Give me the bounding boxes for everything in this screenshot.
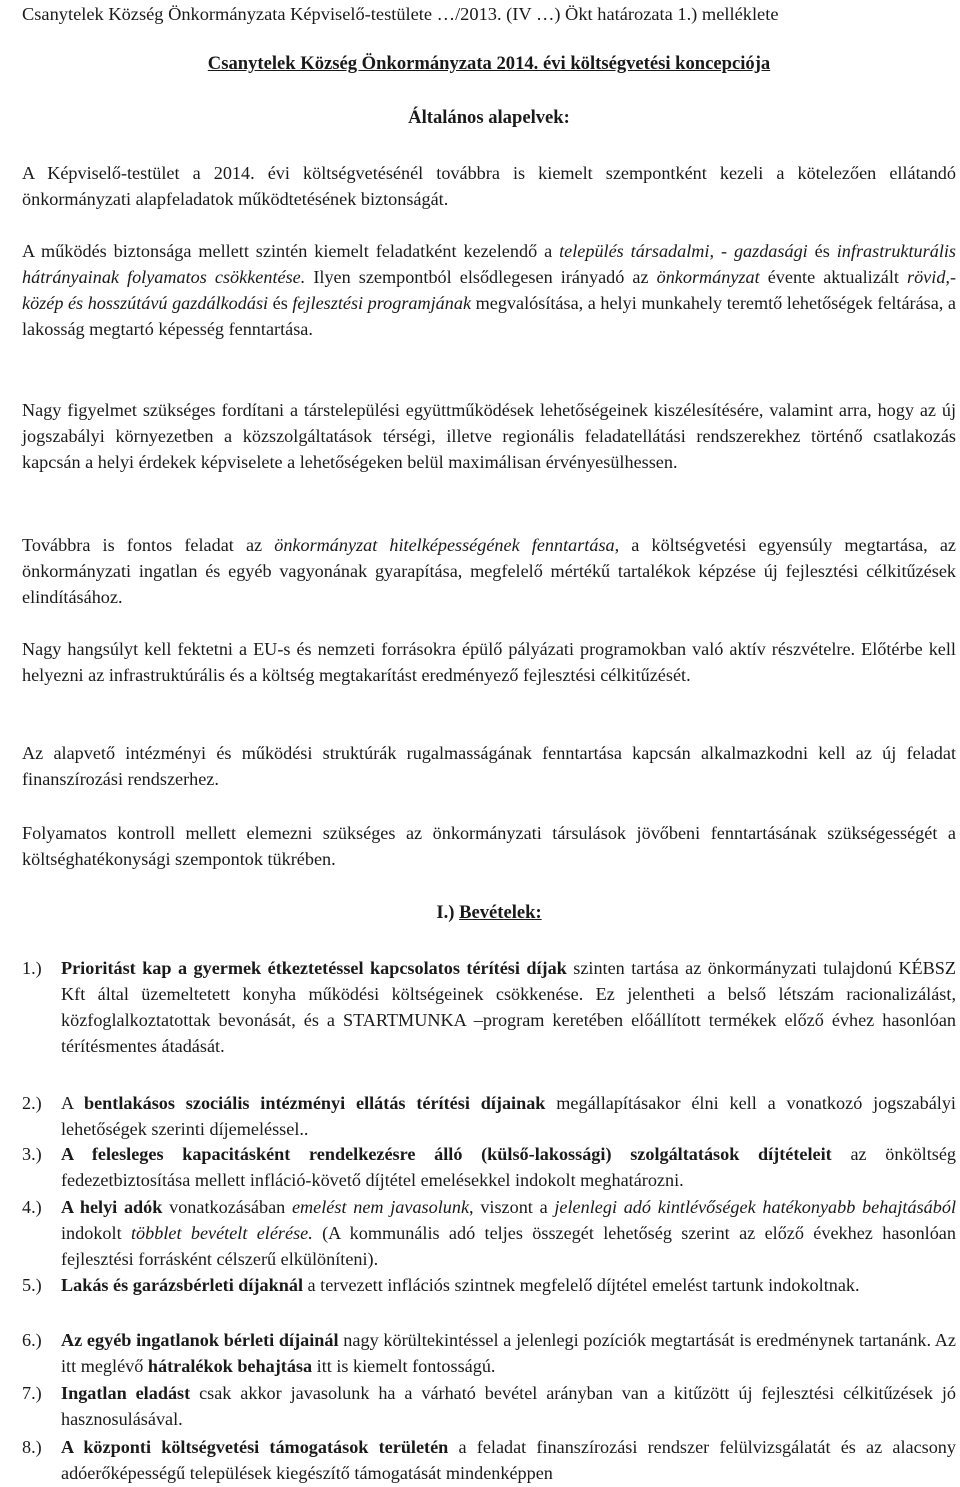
paragraph-4-text [22, 532, 956, 610]
text-run: , viszont a [469, 1197, 555, 1217]
section-label: Bevételek: [459, 902, 542, 923]
paragraph-3-text: Nagy figyelmet szükséges fordítani a társtelepülési együttműködések lehetőségeinek kiszélesítésére, valamint arra, hogy az új jogszabályi környezetben a közszolgáltatások térségi, illetve regionális feladatellátási rendszerekhez történő csatlakozás kapcsán a helyi érdekek képviselete a lehetőségeken belül maximálisan érvényesülhessen. [22, 400, 956, 472]
list-item-text [61, 1194, 956, 1272]
italic-run: önkormányzat hitelképességének fenntartása [274, 535, 615, 555]
list-item-number: 5.) [22, 1275, 42, 1295]
text-run: évente aktualizált [759, 267, 908, 287]
paragraph-1-text: A Képviselő-testület a 2014. évi költségvetésénél továbbra is kiemelt szempontként kezeli a kötelezően ellátandó önkormányzati alapfeladatok működtetésének biztonságát. [22, 163, 956, 209]
list-item-number: 7.) [22, 1383, 42, 1403]
paragraph-2-text [22, 238, 956, 342]
italic-run: jelenlegi adó kintlévőségek hatékonyabb behajtásából [554, 1197, 956, 1217]
text-run: , a költségvetési egyensúly megtartása, az önkormányzati ingatlan és egyéb vagyonának gyarapítása, megfelelő mértékű tartalékok képzése új fejlesztési célkitűzések elindításához. [22, 535, 956, 607]
text-run: A [61, 1093, 84, 1113]
list-item-7 [22, 1380, 956, 1432]
text-run: megállapításakor élni kell a vonatkozó jogszabályi lehetőségek szerinti díjemeléssel.. [61, 1093, 956, 1139]
bold-run: bentlakásos szociális intézményi ellátás térítési díjainak [83, 1093, 546, 1113]
italic-run: többlet bevételt elérése. [130, 1223, 313, 1243]
text-run: az önköltség fedezetbiztosítása mellett infláció-követő díjtétel emelésekkel indokolt meghatározni. [61, 1144, 957, 1190]
section-heading [22, 902, 956, 924]
paragraph-7 [22, 820, 956, 872]
paragraph-5-text: Nagy hangsúlyt kell fektetni a EU-s és nemzeti forrásokra épülő pályázati programokban való aktív részvételre. Előtérbe kell helyezni az infrastruktúrális és a költség megtakarítást eredményező fejlesztési célkitűzését. [22, 639, 956, 685]
italic-run: infrastrukturális hátrányainak folyamatos csökkentése. [22, 241, 956, 287]
list-item-8 [22, 1434, 956, 1486]
list-item-4 [22, 1194, 956, 1272]
list-item-number: 1.) [22, 958, 42, 978]
text-run: A működés biztonsága mellett szintén kiemelt feladatként kezelendő a [22, 241, 560, 261]
paragraph-4 [22, 532, 956, 610]
section-number: I.) [436, 902, 455, 923]
bold-run: A helyi adók [61, 1197, 163, 1217]
list-item-text [61, 1090, 956, 1142]
bold-run: hátralékok behajtása [147, 1356, 313, 1376]
bold-run: A felesleges kapacitásként rendelkezésre álló (külső-lakossági) szolgáltatások díjtételeit [61, 1144, 832, 1164]
list-item-number: 8.) [22, 1437, 42, 1457]
text-run: Ilyen szempontból elsődlegesen irányadó az [305, 267, 657, 287]
list-item-5 [22, 1272, 956, 1298]
paragraph-2 [22, 238, 956, 342]
paragraph-3 [22, 397, 956, 475]
text-run: indokolt [61, 1223, 131, 1243]
italic-run: település társadalmi, - gazdasági [559, 241, 808, 261]
text-run: csak akkor javasolunk ha a várható bevétel arányban van a kitűzött új fejlesztési célkitűzések jó hasznosulásával. [61, 1383, 956, 1429]
list-item-text [61, 1380, 956, 1432]
text-run: megvalósítása, a helyi munkahely teremtő lehetőségek feltárása, a lakosság megtartó képesség fenntartása. [22, 293, 956, 339]
paragraph-5 [22, 636, 956, 688]
text-run: Továbbra is fontos feladat az [22, 535, 275, 555]
text-run: és [807, 241, 837, 261]
list-item-number: 4.) [22, 1197, 42, 1217]
paragraph-6-text: Az alapvető intézményi és működési struktúrák rugalmasságának fenntartása kapcsán alkalmazkodni kell az új feladat finanszírozási rendszerhez. [22, 743, 956, 789]
list-item-number: 3.) [22, 1144, 42, 1164]
text-run: a tervezett inflációs szintnek megfelelő díjtétel emelést tartunk indokoltnak. [303, 1275, 860, 1295]
bold-run: Az egyéb ingatlanok bérleti díjainál [61, 1330, 339, 1350]
list-item-text [61, 1327, 956, 1379]
list-item-6 [22, 1327, 956, 1379]
text-run: vonatkozásában [162, 1197, 292, 1217]
list-item-3 [22, 1141, 956, 1193]
paragraph-7-text: Folyamatos kontroll mellett elemezni szükséges az önkormányzati társulások jövőbeni fenntartásának szükségességét a költséghatékonysági szempontok tükrében. [22, 823, 956, 869]
bold-run: Ingatlan eladást [61, 1383, 191, 1403]
italic-run: önkormányzat [656, 267, 760, 287]
list-item-text [61, 955, 956, 1059]
text-run: szinten tartása az önkormányzati tulajdonú KÉBSZ Kft által üzemeltetett konyha működési költségeinek csökkenése. Ez jelentheti a belső létszám racionalizálást, közfoglalkoztatottak bevonását, és a STARTMUNKA –program keretében előállított termékek előző évhez hasonlóan térítésmentes átadását. [61, 958, 956, 1056]
text-run: a feladat finanszírozási rendszer felülvizsgálatát és az alacsony adóerőképességű települések kiegészítő támogatását mindenképpen [61, 1437, 956, 1483]
list-item-text [61, 1434, 956, 1486]
list-item-text [61, 1141, 956, 1193]
document-title: Csanytelek Község Önkormányzata 2014. évi költségvetési koncepciója [207, 53, 771, 74]
italic-run: rövid,- közép és hosszútávú gazdálkodási [22, 267, 957, 313]
section-subtitle: Általános alapelvek: [408, 107, 570, 128]
italic-run: emelést nem javasolunk [291, 1197, 470, 1217]
bold-run: Prioritást kap a gyermek étkeztetéssel kapcsolatos térítési díjak [61, 958, 567, 978]
list-item-1 [22, 955, 956, 1059]
text-run: nagy körültekintéssel a jelenlegi pozíciók megtartását is eredménynek tartanánk. Az itt meglévő [61, 1330, 956, 1376]
italic-run: fejlesztési programjának [292, 293, 472, 313]
list-item-number: 6.) [22, 1330, 42, 1350]
list-item-text [61, 1272, 956, 1298]
text-run: és [268, 293, 293, 313]
bold-run: A központi költségvetési támogatások területén [61, 1437, 449, 1457]
document-header: Csanytelek Község Önkormányzata Képviselő-testülete …/2013. (IV …) Ökt határozata 1.) melléklete [22, 4, 779, 24]
paragraph-6 [22, 740, 956, 792]
text-run: (A kommunális adó teljes összegét lehetőség szerint az előző évekhez hasonlóan fejlesztési forrásként célszerű elkülöníteni). [61, 1223, 956, 1269]
text-run: itt is kiemelt fontosságú. [312, 1356, 496, 1376]
list-item-2 [22, 1090, 956, 1142]
bold-run: Lakás és garázsbérleti díjaknál [61, 1275, 303, 1295]
paragraph-1 [22, 160, 956, 212]
list-item-number: 2.) [22, 1093, 42, 1113]
